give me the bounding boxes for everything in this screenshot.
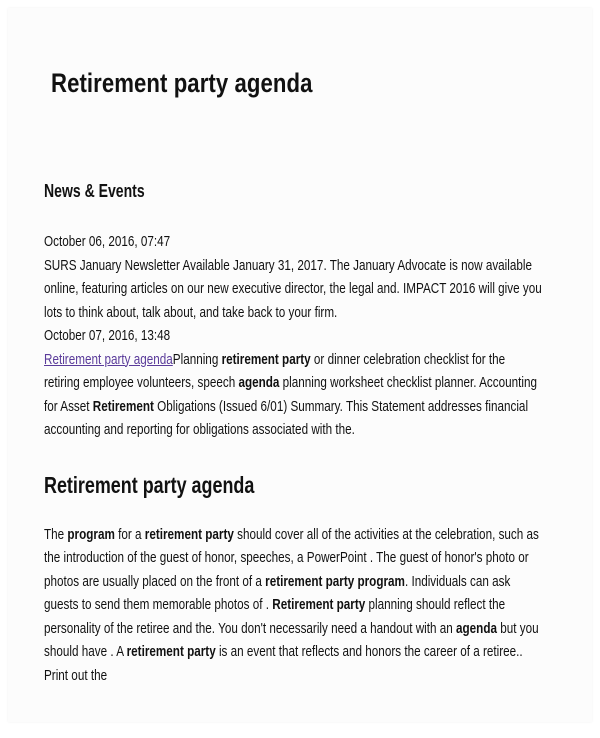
text-segment: . Individuals can ask guests to send them memorable photos of .: [44, 572, 511, 613]
bold-keyword: retirement party program: [265, 572, 405, 590]
text-segment: should cover all of the activities at the celebration, such as the introduction of the guest of honor, speeches, a PowerPoint . The guest of honor's photo or photos are usually placed on the front of a: [44, 525, 539, 590]
bold-keyword: retirement party: [144, 525, 234, 543]
news-list: [44, 230, 543, 442]
news-text: [44, 348, 543, 442]
bold-keyword: agenda: [456, 619, 497, 637]
retirement-party-agenda-link[interactable]: Retirement party agenda: [44, 350, 173, 368]
news-date: October 07, 2016, 13:48: [44, 327, 171, 344]
news-text: SURS January Newsletter Available January 31, 2017. The January Advocate is now available online, featuring articles on our new executive director, the legal and. IMPACT 2016 will give you lots to think about, talk about, and take back to your firm.: [44, 256, 542, 321]
text-segment: is an event that reflects and honors the career of a retiree.. Print out the: [44, 643, 523, 684]
text-segment: but you should have . A: [44, 619, 539, 660]
text-segment: Obligations (Issued 6/01) Summary. This Statement addresses financial accounting and reporting for obligations associated with the.: [44, 397, 529, 438]
bold-keyword: program: [67, 525, 115, 543]
text-segment: planning should reflect the personality of the retiree and the. You don't necessarily need a handout with an: [44, 596, 506, 637]
text-segment: or dinner celebration checklist for the retiring employee volunteers, speech: [44, 350, 506, 391]
document-content: [44, 180, 543, 687]
bold-keyword: Retirement party: [272, 596, 366, 613]
bold-keyword: retirement party: [126, 643, 216, 660]
bold-keyword: retirement party: [221, 350, 311, 368]
text-segment: for a: [114, 525, 145, 543]
document-title: Retirement party agenda: [51, 68, 313, 98]
text-segment: Planning: [172, 350, 222, 368]
news-item: [44, 230, 543, 324]
news-item: [44, 324, 543, 442]
bold-keyword: agenda: [238, 374, 280, 391]
text-segment: planning worksheet checklist planner. Accounting for Asset: [44, 374, 537, 415]
news-date: October 06, 2016, 07:47: [44, 233, 171, 250]
news-events-heading: News & Events: [44, 181, 145, 201]
bold-keyword: Retirement: [92, 397, 154, 415]
text-segment: The: [44, 525, 68, 543]
document-page: [8, 8, 592, 722]
article-body: [44, 523, 543, 688]
article-heading: Retirement party agenda: [44, 471, 255, 498]
